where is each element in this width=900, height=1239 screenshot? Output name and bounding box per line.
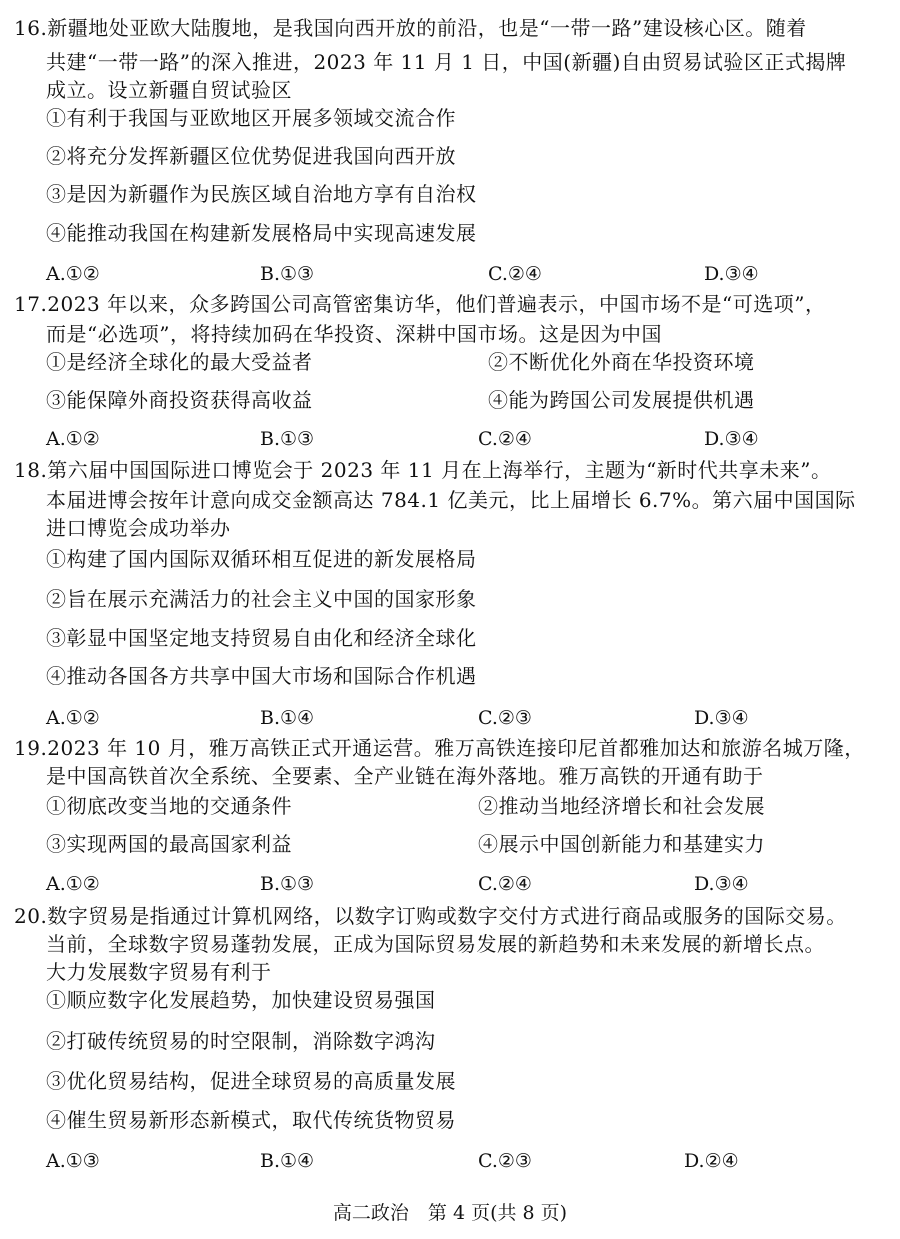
q19-option-c: C.②④ <box>478 873 532 895</box>
q17-option-c: C.②④ <box>478 428 532 450</box>
q17-stem-line-2: 而是“必选项”，将持续加码在华投资、深耕中国市场。这是因为中国 <box>46 322 662 346</box>
q19-option-a: A.①② <box>46 873 100 895</box>
q19-item-3: ③实现两国的最高国家利益 <box>46 832 292 856</box>
q17-option-a: A.①② <box>46 428 100 450</box>
q16-option-c: C.②④ <box>488 263 542 285</box>
q16-item-4: ④能推动我国在构建新发展格局中实现高速发展 <box>46 221 477 245</box>
q18-item-4: ④推动各国各方共享中国大市场和国际合作机遇 <box>46 664 477 688</box>
q16-option-d: D.③④ <box>704 263 759 285</box>
q20-item-2: ②打破传统贸易的时空限制，消除数字鸿沟 <box>46 1029 436 1053</box>
q20-item-3: ③优化贸易结构，促进全球贸易的高质量发展 <box>46 1069 456 1093</box>
q18-stem-line-2: 本届进博会按年计意向成交金额高达 784.1 亿美元，比上届增长 6.7%。第六届中国国际 <box>46 488 856 512</box>
q18-item-3: ③彰显中国坚定地支持贸易自由化和经济全球化 <box>46 626 477 650</box>
q18-item-1: ①构建了国内国际双循环相互促进的新发展格局 <box>46 547 477 571</box>
page-footer: 高二政治 第 4 页(共 8 页) <box>332 1202 568 1224</box>
q18-option-b: B.①④ <box>260 707 315 729</box>
q16-stem-line-3: 成立。设立新疆自贸试验区 <box>46 78 292 102</box>
q16-item-3: ③是因为新疆作为民族区域自治地方享有自治权 <box>46 182 477 206</box>
q16-option-b: B.①③ <box>260 263 315 285</box>
q20-option-c: C.②③ <box>478 1150 532 1172</box>
q20-item-1: ①顺应数字化发展趋势，加快建设贸易强国 <box>46 988 436 1012</box>
q17-item-1: ①是经济全球化的最大受益者 <box>46 350 313 374</box>
q20-option-b: B.①④ <box>260 1150 315 1172</box>
q16-item-1: ①有利于我国与亚欧地区开展多领域交流合作 <box>46 106 456 130</box>
q18-stem-line-1: 18.第六届中国国际进口博览会于 2023 年 11 月在上海举行，主题为“新时代共享未来”。 <box>14 458 832 482</box>
q17-stem-line-1: 17.2023 年以来，众多跨国公司高管密集访华，他们普遍表示，中国市场不是“可选项”， <box>14 292 826 316</box>
q17-option-d: D.③④ <box>704 428 759 450</box>
q16-item-2: ②将充分发挥新疆区位优势促进我国向西开放 <box>46 144 456 168</box>
q19-stem-line-1: 19.2023 年 10 月，雅万高铁正式开通运营。雅万高铁连接印尼首都雅加达和旅游名城万隆， <box>14 736 865 760</box>
q18-item-2: ②旨在展示充满活力的社会主义中国的国家形象 <box>46 587 477 611</box>
q17-item-2: ②不断优化外商在华投资环境 <box>488 350 755 374</box>
q20-option-a: A.①③ <box>46 1150 100 1172</box>
q18-option-a: A.①② <box>46 707 100 729</box>
q20-item-4: ④催生贸易新形态新模式，取代传统货物贸易 <box>46 1108 456 1132</box>
q17-item-3: ③能保障外商投资获得高收益 <box>46 388 313 412</box>
q16-stem-line-2: 共建“一带一路”的深入推进，2023 年 11 月 1 日，中国(新疆)自由贸易试验区正式揭牌 <box>46 50 847 74</box>
q18-stem-line-3: 进口博览会成功举办 <box>46 516 231 540</box>
q19-item-4: ④展示中国创新能力和基建实力 <box>478 832 765 856</box>
q17-item-4: ④能为跨国公司发展提供机遇 <box>488 388 755 412</box>
q19-item-2: ②推动当地经济增长和社会发展 <box>478 794 765 818</box>
q16-option-a: A.①② <box>46 263 100 285</box>
q20-stem-line-3: 大力发展数字贸易有利于 <box>46 960 272 984</box>
q17-option-b: B.①③ <box>260 428 315 450</box>
q16-stem-line-1: 16.新疆地处亚欧大陆腹地，是我国向西开放的前沿，也是“一带一路”建设核心区。随着 <box>14 16 807 40</box>
q20-stem-line-2: 当前，全球数字贸易蓬勃发展，正成为国际贸易发展的新趋势和未来发展的新增长点。 <box>46 932 825 956</box>
q19-option-b: B.①③ <box>260 873 315 895</box>
q19-stem-line-2: 是中国高铁首次全系统、全要素、全产业链在海外落地。雅万高铁的开通有助于 <box>46 764 764 788</box>
q20-option-d: D.②④ <box>684 1150 739 1172</box>
q18-option-c: C.②③ <box>478 707 532 729</box>
q18-option-d: D.③④ <box>694 707 749 729</box>
q20-stem-line-1: 20.数字贸易是指通过计算机网络，以数字订购或数字交付方式进行商品或服务的国际交易。 <box>14 904 847 928</box>
q19-item-1: ①彻底改变当地的交通条件 <box>46 794 292 818</box>
q19-option-d: D.③④ <box>694 873 749 895</box>
